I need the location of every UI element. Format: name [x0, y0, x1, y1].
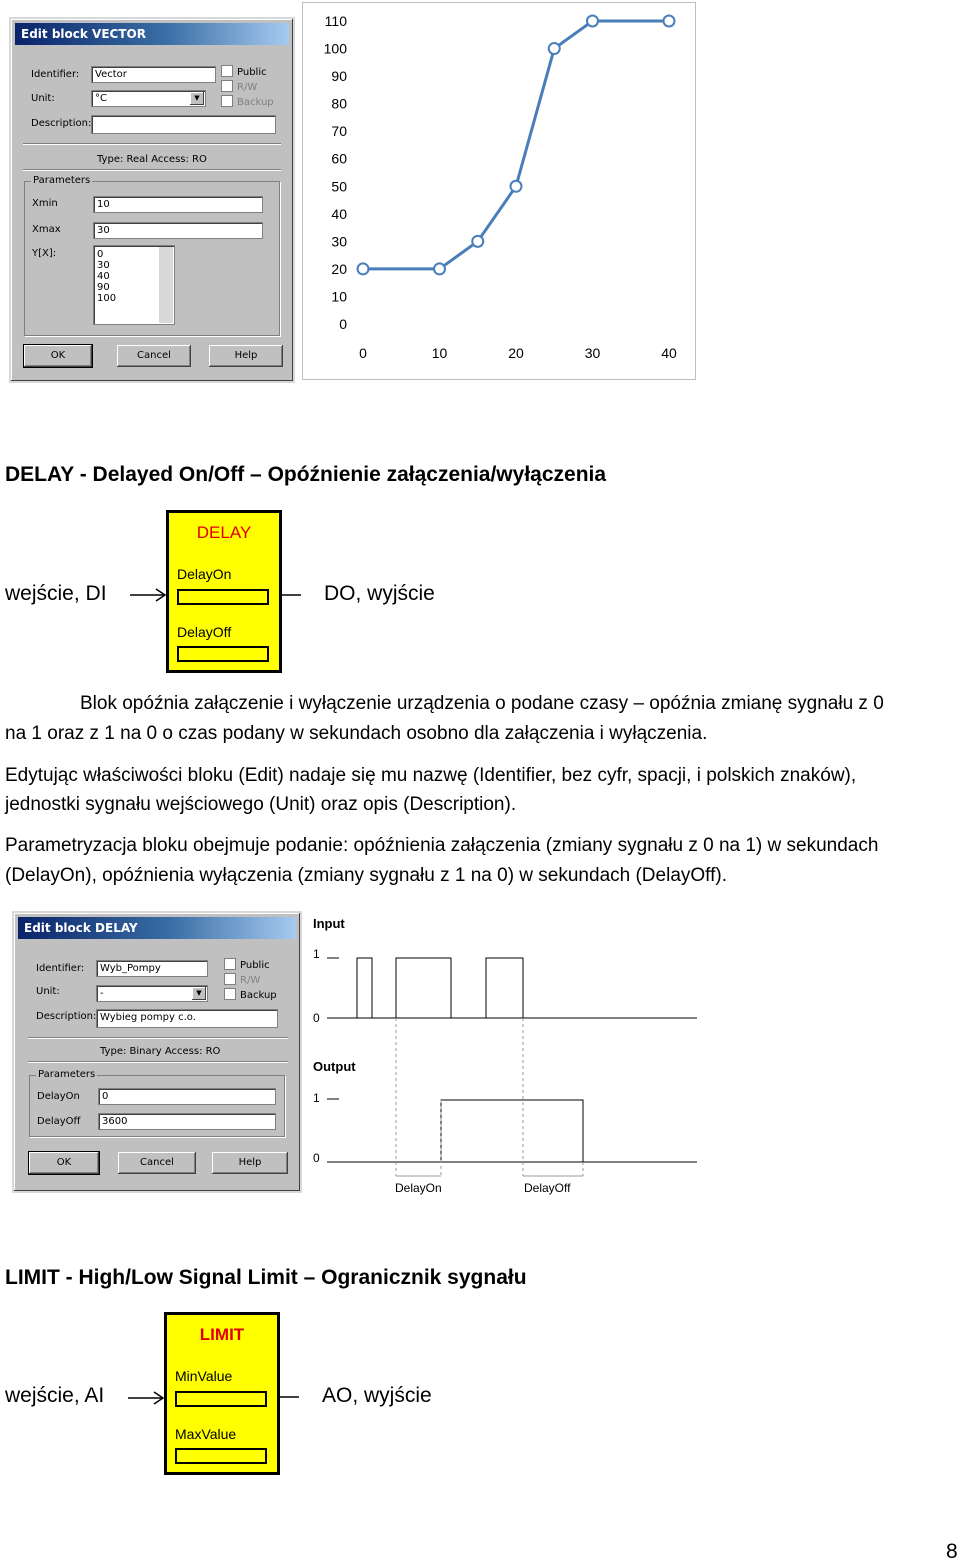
xmin-label: Xmin: [32, 198, 58, 209]
data-point: [549, 43, 560, 54]
backup-label: Backup: [240, 990, 277, 1001]
unit-value: -: [100, 988, 104, 999]
limit-input-arrow: [128, 1389, 166, 1407]
y-tick-label: 40: [331, 205, 347, 222]
scrollbar[interactable]: [159, 247, 173, 323]
vector-chart-frame: [302, 2, 696, 380]
ok-button[interactable]: OK: [29, 1152, 99, 1174]
data-point: [587, 16, 598, 27]
backup-checkbox[interactable]: [224, 988, 277, 1001]
output-zero-label: 0: [313, 1151, 320, 1165]
rw-checkbox[interactable]: [224, 973, 260, 986]
y-tick-label: 30: [331, 233, 347, 250]
delay-para3-line1: Parametryzacja bloku obejmuje podanie: opóźnienia załączenia (zmiany sygnału z 0 na 1) w sekundach: [5, 835, 879, 856]
checkbox-box: [224, 958, 236, 970]
delayoff-param-label: DelayOff: [177, 624, 232, 640]
delay-para1-line2: na 1 oraz z 1 na 0 o czas podany w sekundach osobno dla załączenia i wyłączenia.: [5, 723, 708, 744]
delay-timing-diagram: [305, 910, 705, 1200]
description-field[interactable]: [91, 115, 276, 134]
separator: [28, 1037, 288, 1039]
delay-para2-line2: jednostki sygnału wejściowego (Unit) oraz opis (Description).: [5, 794, 517, 815]
page-number: 8: [946, 1540, 958, 1563]
y-tick-label: 100: [323, 40, 347, 57]
help-button[interactable]: Help: [209, 345, 283, 367]
checkbox-box: [224, 973, 236, 985]
parameters-title: Parameters: [33, 175, 91, 186]
y-tick-label: 0: [339, 316, 347, 332]
x-tick-label: 40: [661, 345, 677, 361]
dialog-title: Edit block VECTOR: [15, 23, 289, 45]
data-point: [511, 181, 522, 192]
identifier-field[interactable]: Wyb_Pompy: [96, 960, 208, 977]
data-point: [358, 263, 369, 274]
separator: [23, 169, 281, 171]
identifier-field[interactable]: Vector: [91, 66, 216, 83]
delayoff-field[interactable]: 3600: [98, 1113, 276, 1130]
rw-label: R/W: [240, 975, 261, 986]
delay-para1-line1: Blok opóźnia załączenie i wyłączenie urządzenia o podane czasy – opóźnia zmianę sygnału z 0: [80, 693, 884, 714]
public-label: Public: [237, 67, 267, 78]
separator: [28, 1061, 288, 1063]
backup-checkbox[interactable]: [221, 95, 274, 108]
input-signal: [357, 958, 523, 1018]
input-title: Input: [313, 916, 345, 931]
delayon-param-box: [177, 589, 269, 605]
public-checkbox[interactable]: [221, 65, 267, 78]
unit-select[interactable]: [96, 985, 208, 1002]
delay-input-arrow: [130, 586, 168, 604]
y-tick-label: 10: [331, 288, 347, 305]
chevron-down-icon[interactable]: ▼: [192, 987, 206, 1000]
list-item[interactable]: 40: [97, 271, 110, 282]
delayoff-label: DelayOff: [524, 1181, 571, 1195]
dialog-title: Edit block DELAY: [18, 917, 296, 939]
rw-checkbox[interactable]: [221, 80, 257, 93]
x-tick-label: 20: [508, 345, 524, 361]
delayon-param-label: DelayOn: [177, 566, 232, 582]
list-item[interactable]: 0: [97, 249, 104, 260]
public-label: Public: [240, 960, 270, 971]
limit-output-line: [279, 1390, 301, 1404]
data-point: [434, 263, 445, 274]
delay-para3-line2: (DelayOn), opóźnienia wyłączenia (zmiany sygnału z 1 na 0) w sekundach (DelayOff).: [5, 865, 727, 886]
chevron-down-icon[interactable]: ▼: [190, 92, 204, 105]
delay-block-name: DELAY: [196, 523, 252, 542]
limit-heading: LIMIT - High/Low Signal Limit – Ogranicznik sygnału: [5, 1266, 527, 1289]
description-label: Description:: [36, 1011, 97, 1022]
delay-dialog: [12, 911, 302, 1193]
delay-output-label: DO, wyjście: [324, 582, 435, 605]
list-item[interactable]: 90: [97, 282, 110, 293]
list-item[interactable]: 30: [97, 260, 110, 271]
minvalue-param-box: [175, 1391, 267, 1407]
delay-heading: DELAY - Delayed On/Off – Opóźnienie załączenia/wyłączenia: [5, 463, 607, 486]
x-tick-label: 10: [431, 345, 448, 361]
xmax-label: Xmax: [32, 224, 61, 235]
unit-select[interactable]: [91, 90, 206, 107]
type-access-line: Type: Binary Access: RO: [100, 1046, 221, 1057]
y-tick-label: 50: [331, 178, 347, 195]
output-signal: [441, 1100, 583, 1162]
output-one-label: 1: [313, 1091, 320, 1105]
list-item[interactable]: 100: [97, 293, 117, 304]
maxvalue-param-label: MaxValue: [175, 1426, 237, 1442]
rw-label: R/W: [237, 82, 258, 93]
cancel-button[interactable]: Cancel: [117, 345, 191, 367]
series-line: [363, 21, 669, 269]
identifier-label: Identifier:: [31, 69, 80, 80]
output-title: Output: [313, 1059, 356, 1074]
checkbox-box: [224, 988, 236, 1000]
parameters-title: Parameters: [38, 1069, 96, 1080]
identifier-label: Identifier:: [36, 963, 85, 974]
y-tick-label: 60: [331, 150, 347, 167]
xmax-field[interactable]: 30: [93, 222, 263, 239]
yx-listbox[interactable]: [93, 245, 175, 325]
help-button[interactable]: Help: [212, 1152, 288, 1174]
delayon-label: DelayOn: [395, 1181, 442, 1195]
unit-label: Unit:: [31, 93, 55, 104]
delay-input-label: wejście, DI: [5, 582, 107, 605]
y-tick-label: 110: [324, 13, 347, 29]
vector-chart: [303, 3, 695, 379]
delayoff-label: DelayOff: [37, 1116, 81, 1127]
unit-label: Unit:: [36, 986, 60, 997]
y-tick-label: 70: [331, 123, 347, 140]
input-zero-label: 0: [313, 1011, 320, 1025]
public-checkbox[interactable]: [224, 958, 270, 971]
delayon-label: DelayOn: [37, 1091, 80, 1102]
separator: [23, 143, 281, 145]
description-field[interactable]: Wybieg pompy c.o.: [96, 1009, 278, 1028]
data-point: [664, 16, 675, 27]
checkbox-box: [221, 65, 233, 77]
limit-output-label: AO, wyjście: [322, 1384, 432, 1407]
unit-value: °C: [95, 93, 107, 104]
cancel-button[interactable]: Cancel: [118, 1152, 196, 1174]
x-tick-label: 30: [584, 345, 601, 361]
y-tick-label: 90: [331, 68, 347, 85]
description-label: Description:: [31, 118, 92, 129]
xmin-field[interactable]: 10: [93, 196, 263, 213]
type-access-line: Type: Real Access: RO: [97, 154, 207, 165]
parameters-group: [29, 1069, 285, 1137]
yx-label: Y[X]:: [32, 248, 57, 259]
minvalue-param-label: MinValue: [175, 1368, 233, 1384]
y-tick-label: 20: [331, 260, 347, 277]
delayoff-param-box: [177, 646, 269, 662]
y-tick-label: 80: [331, 95, 347, 112]
delay-output-line: [281, 588, 303, 602]
limit-block-name: LIMIT: [199, 1325, 245, 1344]
limit-block: [164, 1312, 280, 1475]
delayon-field[interactable]: 0: [98, 1088, 276, 1105]
checkbox-box: [221, 80, 233, 92]
delay-block: [166, 510, 282, 673]
parameters-group: [24, 175, 280, 336]
vector-dialog: [9, 17, 295, 383]
limit-input-label: wejście, AI: [5, 1384, 105, 1407]
maxvalue-param-box: [175, 1448, 267, 1464]
x-tick-label: 0: [359, 345, 367, 361]
ok-button[interactable]: OK: [24, 345, 92, 367]
input-one-label: 1: [313, 947, 320, 961]
data-point: [472, 236, 483, 247]
backup-label: Backup: [237, 97, 274, 108]
delay-para2-line1: Edytując właściwości bloku (Edit) nadaje się mu nazwę (Identifier, bez cyfr, spacji, i polskich znaków),: [5, 765, 857, 786]
checkbox-box: [221, 95, 233, 107]
